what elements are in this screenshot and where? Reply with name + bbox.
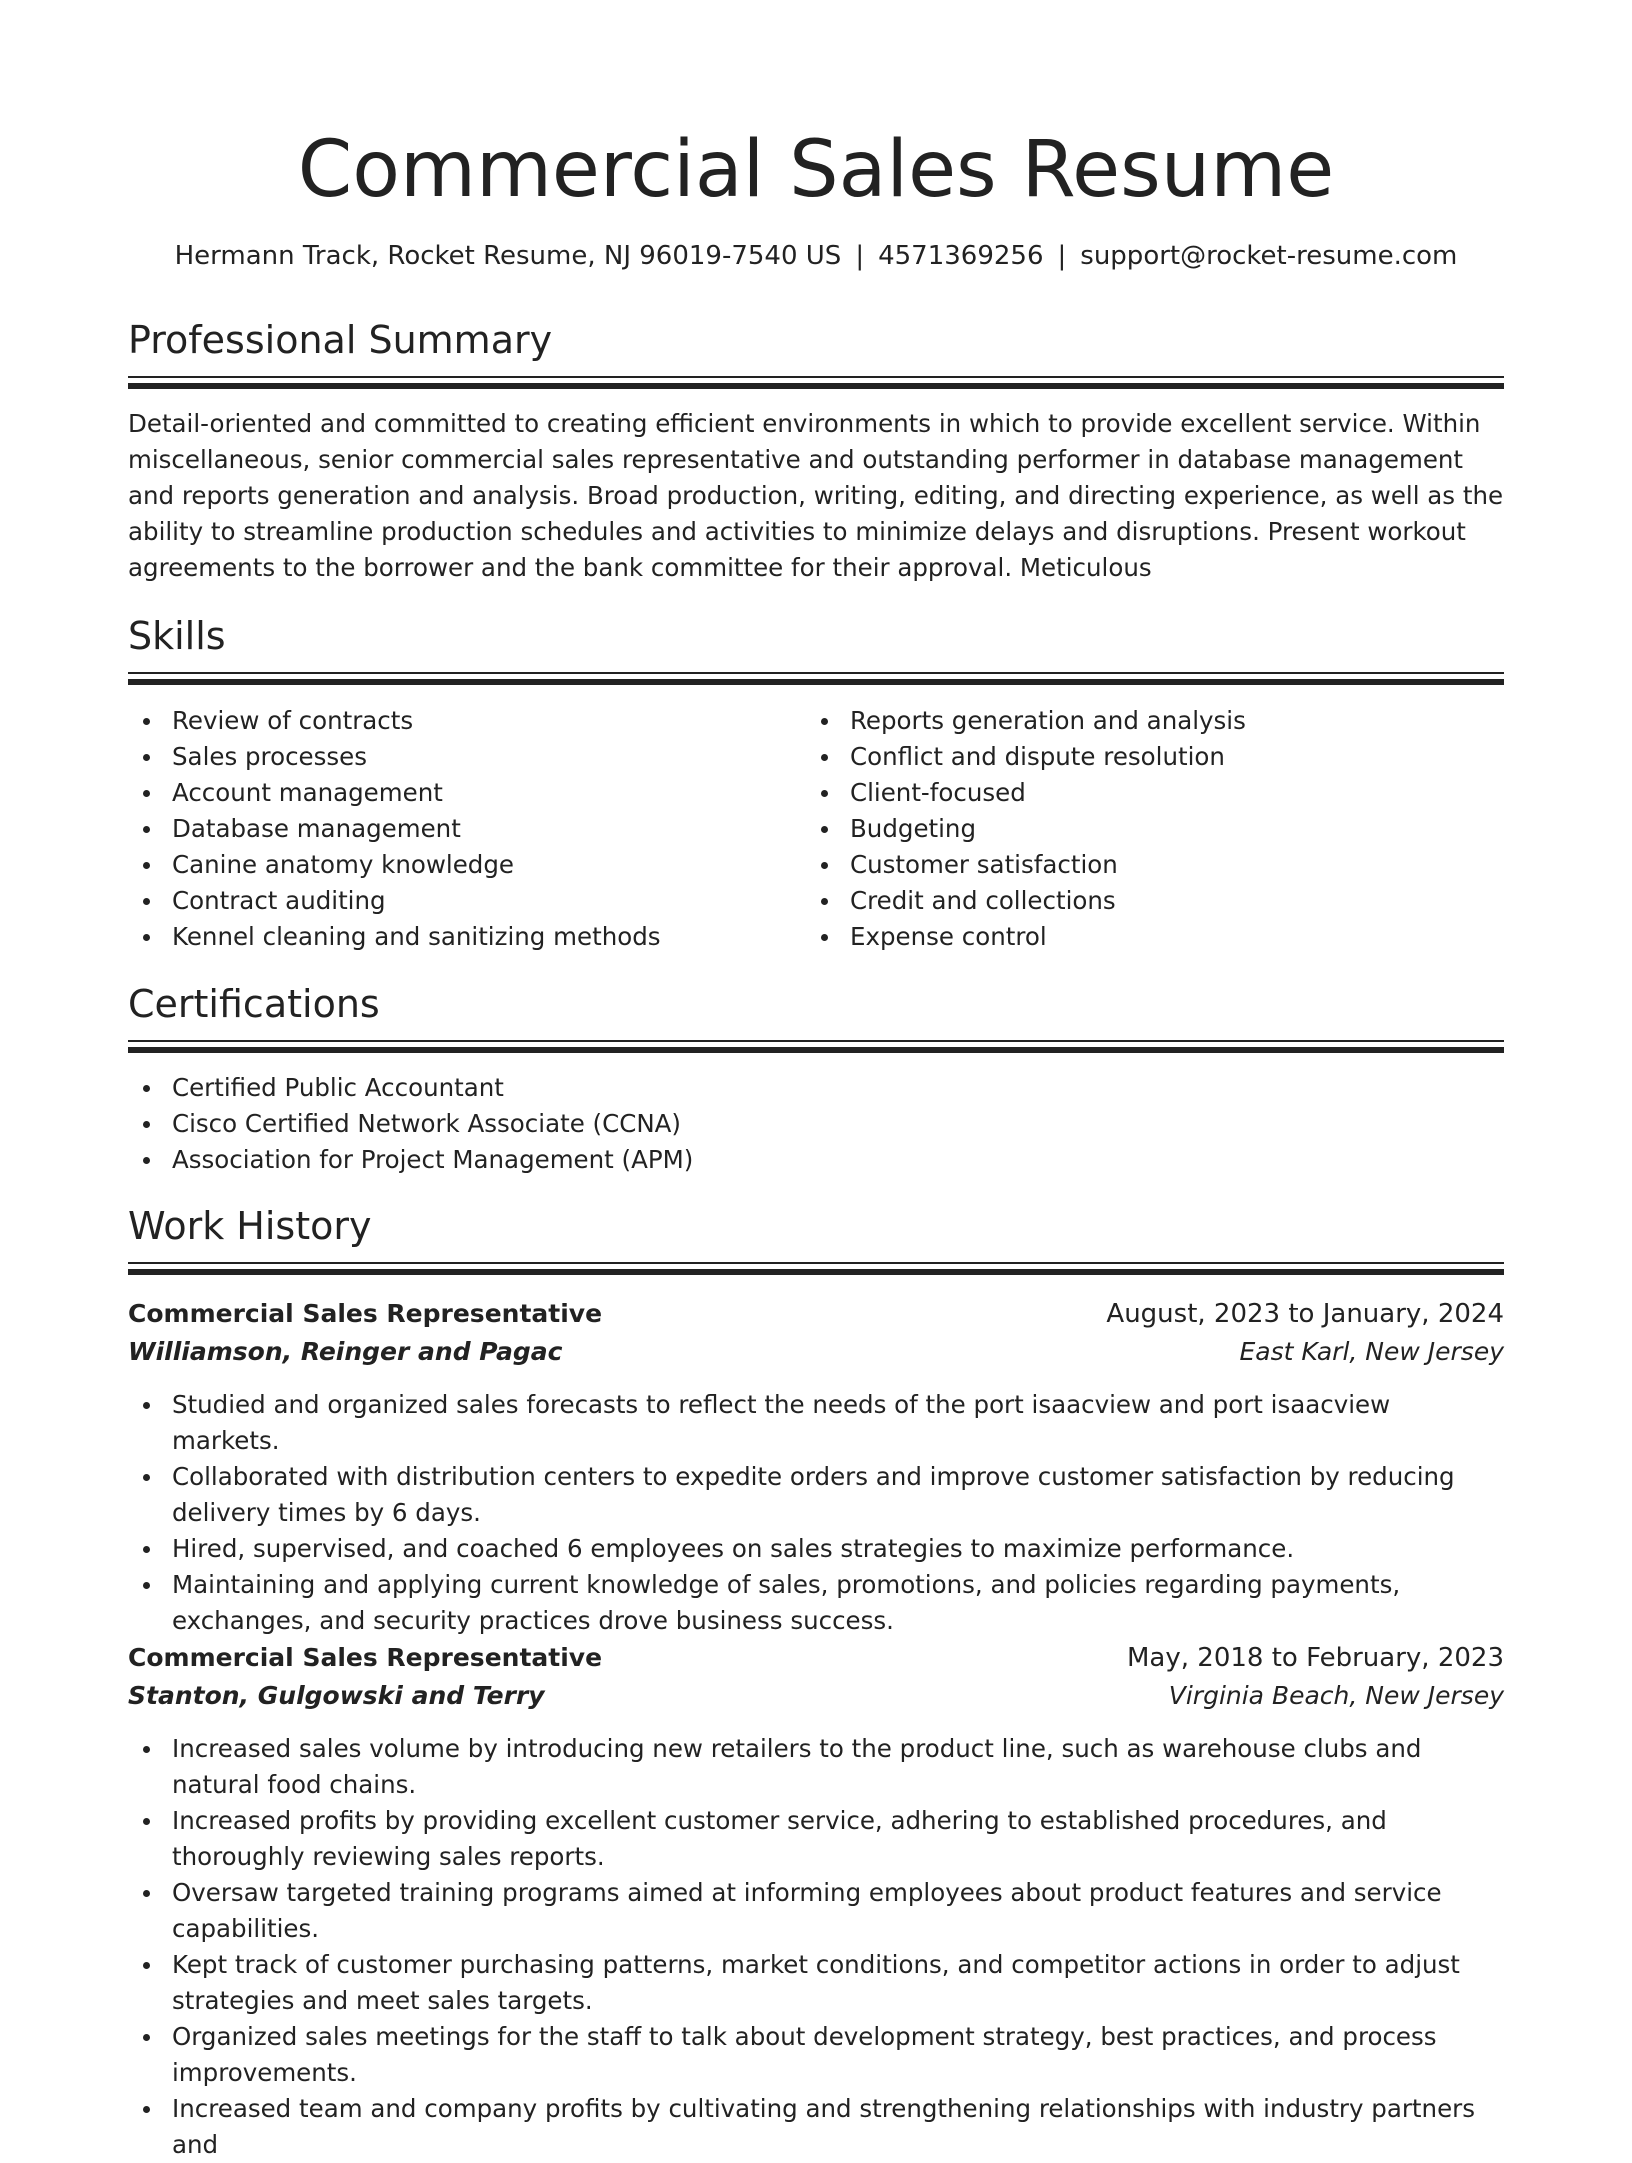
job-bullet: Oversaw targeted training programs aimed at informing employees about product features and service capabilities.	[128, 1875, 1504, 1947]
section-rule	[128, 672, 1504, 674]
section-rule	[128, 376, 1504, 378]
certification-item: Cisco Certified Network Associate (CCNA)	[128, 1106, 1504, 1142]
job-dates: May, 2018 to February, 2023	[1127, 1643, 1504, 1673]
section-rule	[128, 383, 1504, 389]
job-bullet: Hired, supervised, and coached 6 employees on sales strategies to maximize performance.	[128, 1531, 1504, 1567]
certifications-list	[128, 1070, 1504, 1178]
skills-section-header	[128, 612, 1504, 685]
skill-item: Kennel cleaning and sanitizing methods	[128, 919, 806, 955]
skills-column-right	[806, 703, 1484, 955]
contact-email: support@rocket-resume.com	[1080, 241, 1458, 271]
skill-item: Database management	[128, 811, 806, 847]
skill-item: Expense control	[806, 919, 1484, 955]
job-bullet: Organized sales meetings for the staff to talk about development strategy, best practices, and process improvements.	[128, 2019, 1504, 2091]
summary-heading: Professional Summary	[128, 318, 553, 362]
certifications-section-header	[128, 980, 1504, 1053]
certifications-heading: Certifications	[128, 982, 380, 1026]
job-bullet: Kept track of customer purchasing patterns, market conditions, and competitor actions in order to adjust strategies and meet sales targets.	[128, 1947, 1504, 2019]
contact-phone: 4571369256	[878, 241, 1044, 271]
work-history-heading: Work History	[128, 1204, 372, 1248]
contact-line	[0, 238, 1632, 274]
skills-list	[128, 703, 1504, 955]
skill-item: Credit and collections	[806, 883, 1484, 919]
summary-section-header	[128, 316, 1504, 389]
section-rule	[128, 679, 1504, 685]
skill-item: Review of contracts	[128, 703, 806, 739]
job-bullet: Maintaining and applying current knowledge of sales, promotions, and policies regarding payments, exchanges, and security practices drove business success.	[128, 1567, 1504, 1639]
summary-text: Detail-oriented and committed to creating efficient environments in which to provide excellent service. Within miscellaneous, senior commercial sales representative and outstanding performer in database management and reports generation and analysis. Broad production, writing, editing, and directing experience, as well as the ability to streamline production schedules and activities to minimize delays and disruptions. Present workout agreements to the borrower and the bank committee for their approval. Meticulous	[128, 409, 1504, 582]
job-location: East Karl, New Jersey	[1239, 1337, 1504, 1366]
skills-heading: Skills	[128, 614, 226, 658]
work-history-section-header	[128, 1202, 1504, 1275]
page-title: Commercial Sales Resume	[297, 125, 1335, 215]
job-entry	[128, 1295, 1504, 1639]
skills-column-left	[128, 703, 806, 955]
section-rule	[128, 1047, 1504, 1053]
job-company: Williamson, Reinger and Pagac	[128, 1337, 563, 1366]
skill-item: Client-focused	[806, 775, 1484, 811]
section-rule	[128, 1262, 1504, 1264]
job-company: Stanton, Gulgowski and Terry	[128, 1681, 545, 1710]
job-bullet: Increased team and company profits by cultivating and strengthening relationships with industry partners and	[128, 2091, 1504, 2163]
section-rule	[128, 1040, 1504, 1042]
job-dates: August, 2023 to January, 2024	[1106, 1299, 1504, 1329]
job-location: Virginia Beach, New Jersey	[1168, 1681, 1504, 1710]
section-rule	[128, 1269, 1504, 1275]
job-title: Commercial Sales Representative	[128, 1643, 603, 1672]
job-title: Commercial Sales Representative	[128, 1299, 603, 1328]
skill-item: Conflict and dispute resolution	[806, 739, 1484, 775]
skill-item: Canine anatomy knowledge	[128, 847, 806, 883]
job-bullet: Increased sales volume by introducing new retailers to the product line, such as warehouse clubs and natural food chains.	[128, 1731, 1504, 1803]
skill-item: Budgeting	[806, 811, 1484, 847]
contact-separator: |	[855, 241, 865, 271]
job-bullet: Collaborated with distribution centers to expedite orders and improve customer satisfaction by reducing delivery times by 6 days.	[128, 1459, 1504, 1531]
certification-item: Certified Public Accountant	[128, 1070, 1504, 1106]
job-bullet: Increased profits by providing excellent customer service, adhering to established procedures, and thoroughly reviewing sales reports.	[128, 1803, 1504, 1875]
skill-item: Customer satisfaction	[806, 847, 1484, 883]
skill-item: Account management	[128, 775, 806, 811]
skill-item: Sales processes	[128, 739, 806, 775]
contact-address: Hermann Track, Rocket Resume, NJ 96019-7540 US	[174, 241, 842, 271]
skill-item: Contract auditing	[128, 883, 806, 919]
skill-item: Reports generation and analysis	[806, 703, 1484, 739]
job-bullet: Studied and organized sales forecasts to reflect the needs of the port isaacview and port isaacview markets.	[128, 1387, 1504, 1459]
job-entry	[128, 1639, 1504, 2163]
contact-separator: |	[1057, 241, 1067, 271]
certification-item: Association for Project Management (APM)	[128, 1142, 1504, 1178]
